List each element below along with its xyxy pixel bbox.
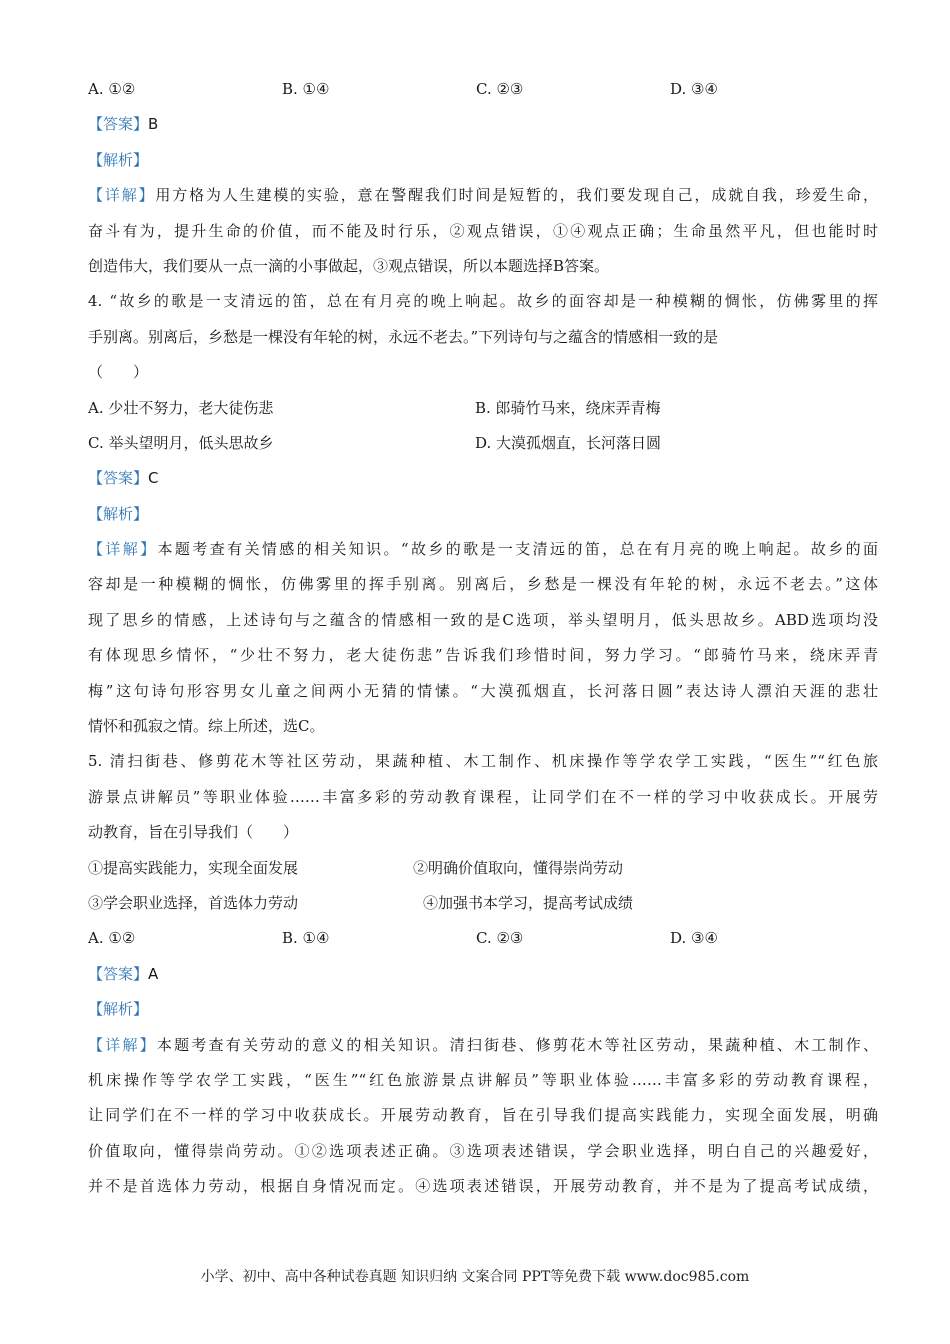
q5-detail-line-3: 让同学们在不一样的学习中收获成长。开展劳动教育，旨在引导我们提高实践能力，实现全面发展，明确 — [88, 1106, 878, 1125]
q5-statements-row-2 — [88, 886, 878, 921]
detail-label: 【详解】 — [88, 1035, 157, 1054]
detail-text: 用方格为人生建模的实验，意在警醒我们时间是短暂的，我们要发现自己，成就自我，珍爱生命， — [155, 186, 878, 205]
q4-options-row-1 — [88, 391, 878, 426]
answer-value: B — [148, 115, 159, 134]
q3-option-c: C. ②③ — [476, 80, 524, 98]
analysis-label: 【解析】 — [88, 504, 149, 523]
answer-value: A — [148, 964, 159, 983]
q4-detail-line-4: 有体现思乡情怀，“少壮不努力，老大徒伤悲”告诉我们珍惜时间，努力学习。“郎骑竹马来，绕床弄青 — [88, 646, 878, 665]
q4-options-row-2 — [88, 426, 878, 461]
exam-page — [88, 72, 878, 1205]
q5-detail-line-5: 并不是首选体力劳动，根据自身情况而定。④选项表述错误，开展劳动教育，并不是为了提高考试成绩， — [88, 1177, 878, 1196]
q5-statements-row-1 — [88, 851, 878, 886]
answer-label: 【答案】 — [88, 964, 149, 983]
q4-option-a: A. 少壮不努力，老大徒伤悲 — [88, 398, 274, 417]
q5-answer — [88, 957, 878, 992]
q4-detail-line-5: 梅”这句诗句形容男女儿童之间两小无猜的情愫。“大漠孤烟直，长河落日圆”表达诗人漂泊天涯的悲壮 — [88, 681, 878, 700]
q5-statement-3: ③学会职业选择，首选体力劳动 — [88, 893, 299, 912]
q5-stem-line-3: 动教育，旨在引导我们（ ） — [88, 823, 299, 842]
q3-detail-line-2: 奋斗有为，提升生命的价值，而不能及时行乐，②观点错误，①④观点正确；生命虽然平凡，但也能时时 — [88, 221, 878, 240]
q3-option-d: D. ③④ — [670, 80, 718, 98]
q5-option-d: D. ③④ — [670, 929, 718, 948]
q5-detail-line-1 — [88, 1028, 878, 1063]
analysis-label: 【解析】 — [88, 150, 149, 169]
q5-analysis — [88, 992, 878, 1027]
q5-detail-line-4: 价值取向，懂得崇尚劳动。①②选项表述正确。③选项表述错误，学会职业选择，明白自己的兴趣爱好， — [88, 1141, 878, 1160]
q4-option-d: D. 大漠孤烟直，长河落日圆 — [475, 433, 662, 452]
q4-detail-line-3: 现了思乡的情感，上述诗句与之蕴含的情感相一致的是C选项，举头望明月，低头思故乡。ABD选项均没 — [88, 610, 878, 629]
q5-option-a: A. ①② — [88, 929, 136, 948]
q5-option-b: B. ①④ — [282, 929, 330, 948]
q5-statement-1: ①提高实践能力，实现全面发展 — [88, 858, 299, 877]
q5-statement-2: ②明确价值取向，懂得崇尚劳动 — [413, 858, 624, 877]
q5-statement-4: ④加强书本学习，提高考试成绩 — [423, 893, 634, 912]
answer-label: 【答案】 — [88, 469, 149, 488]
q3-detail-line-1 — [88, 178, 878, 213]
page-footer: 小学、初中、高中各种试卷真题 知识归纳 文案合同 PPT等免费下载 www.doc985.com — [200, 1269, 750, 1285]
q5-detail-line-2: 机床操作等学农学工实践，“医生”“红色旅游景点讲解员”等职业体验……丰富多彩的劳动教育课程， — [88, 1070, 878, 1089]
q4-option-c: C. 举头望明月，低头思故乡 — [88, 433, 274, 452]
q3-options — [88, 72, 878, 107]
q5-options — [88, 921, 878, 956]
q3-analysis — [88, 143, 878, 178]
answer-label: 【答案】 — [88, 115, 149, 134]
q4-detail-line-2: 容却是一种模糊的惆怅，仿佛雾里的挥手别离。别离后，乡愁是一棵没有年轮的树，永远不老去。”这体 — [88, 575, 878, 594]
q4-answer — [88, 461, 878, 496]
q4-option-b: B. 郎骑竹马来，绕床弄青梅 — [475, 398, 661, 417]
q3-option-b: B. ①④ — [282, 80, 330, 98]
answer-value: C — [148, 469, 159, 488]
q3-detail-line-3: 创造伟大，我们要从一点一滴的小事做起，③观点错误，所以本题选择B答案。 — [88, 256, 610, 275]
q5-stem-line-2: 游景点讲解员”等职业体验……丰富多彩的劳动教育课程，让同学们在不一样的学习中收获成长。开展劳 — [88, 787, 878, 806]
q4-stem-line-2: 手别离。别离后，乡愁是一棵没有年轮的树，永远不老去。”下列诗句与之蕴含的情感相一致的是 — [88, 327, 719, 346]
detail-label: 【详解】 — [88, 186, 156, 205]
q5-option-c: C. ②③ — [476, 929, 524, 948]
q4-detail-line-1 — [88, 532, 878, 567]
q4-analysis — [88, 497, 878, 532]
analysis-label: 【解析】 — [88, 1000, 149, 1019]
detail-text: 本题考查有关劳动的意义的相关知识。清扫街巷、修剪花木等社区劳动，果蔬种植、木工制作、 — [156, 1035, 878, 1054]
detail-text: 本题考查有关情感的相关知识。“故乡的歌是一支清远的笛，总在有月亮的晚上响起。故乡的面 — [157, 540, 878, 559]
q3-option-a: A. ①② — [88, 80, 136, 98]
q5-stem-line-1: 5. 清扫街巷、修剪花木等社区劳动，果蔬种植、木工制作、机床操作等学农学工实践，“医生”“红色旅 — [88, 752, 878, 771]
detail-label: 【详解】 — [88, 540, 158, 559]
q4-detail-line-6: 情怀和孤寂之情。综上所述，选C。 — [88, 717, 325, 736]
q4-stem-line-3: （ ） — [88, 363, 149, 382]
q4-stem-line-1: 4. “故乡的歌是一支清远的笛，总在有月亮的晚上响起。故乡的面容却是一种模糊的惆怅，仿佛雾里的挥 — [88, 292, 878, 311]
q3-answer — [88, 107, 878, 142]
